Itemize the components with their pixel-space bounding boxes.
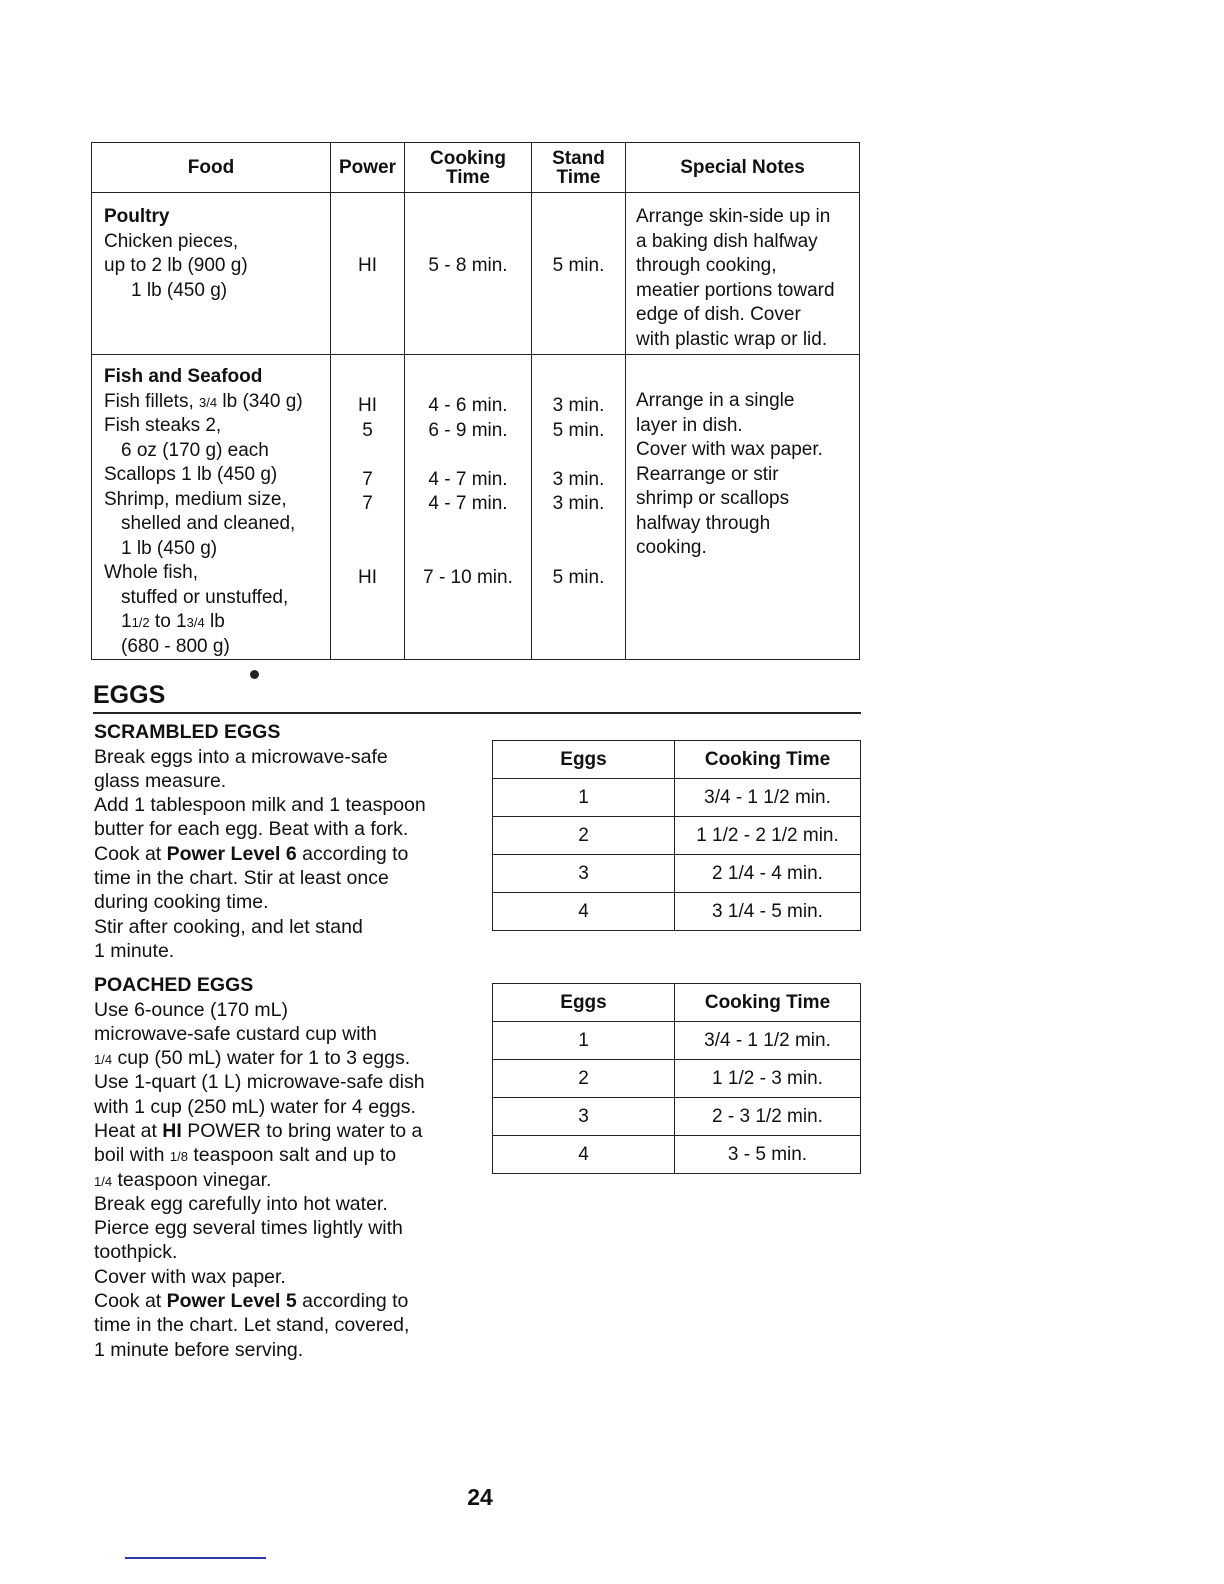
- bullet-mark: [250, 670, 259, 679]
- scrambled-eggs-title: SCRAMBLED EGGS: [94, 721, 281, 743]
- poultry-food-cell: Poultry Chicken pieces, up to 2 lb (900 g) 1 lb (450 g): [92, 193, 331, 355]
- table-header-row: [92, 143, 860, 193]
- fish-title: Fish and Seafood: [104, 366, 263, 387]
- table-row: 3 2 1/4 - 4 min.: [493, 855, 861, 893]
- poultry-title: Poultry: [104, 206, 170, 227]
- eggs-heading: EGGS: [93, 680, 861, 714]
- table-row: 2 1 1/2 - 3 min.: [493, 1060, 861, 1098]
- header-cooking-time: Cooking Time: [405, 143, 532, 193]
- poultry-stand-time: 5 min.: [532, 193, 626, 355]
- table-row: 2 1 1/2 - 2 1/2 min.: [493, 817, 861, 855]
- table-row: 1 3/4 - 1 1/2 min.: [493, 779, 861, 817]
- page-number: 24: [467, 1484, 493, 1510]
- table-header-row: [493, 741, 861, 779]
- fish-food-cell: Fish and Seafood Fish fillets, 3/4 lb (340 g) Fish steaks 2, 6 oz (170 g) each Scallops 1 lb (450 g) Shrimp, medium size, shelled and cleaned, 1 lb (450 g) Whole fish, stuffed or unstuffed, 11/2 to 13/4 lb (680 - 800 g): [92, 355, 331, 660]
- header-stand-time: Stand Time: [532, 143, 626, 193]
- header-power: Power: [331, 143, 405, 193]
- poultry-cook-time: 5 - 8 min.: [405, 193, 532, 355]
- table-header-row: [493, 984, 861, 1022]
- table-row-poultry: [92, 193, 860, 355]
- poached-eggs-title: POACHED EGGS: [94, 974, 254, 996]
- poached-eggs-section: [94, 973, 484, 1362]
- poultry-notes: Arrange skin-side up in a baking dish halfway through cooking, meatier portions toward edge of dish. Cover with plastic wrap or lid.: [626, 193, 860, 355]
- table-row-fish-seafood: [92, 355, 860, 660]
- poached-eggs-instructions: Use 6-ounce (170 mL) microwave-safe custard cup with 1/4 cup (50 mL) water for 1 to 3 eggs. Use 1-quart (1 L) microwave-safe dish with 1 cup (250 mL) water for 4 eggs. Heat at HI POWER to bring water to a boil with 1/8 teaspoon salt and up to 1/4 teaspoon vinegar. Break egg carefully into hot water. Pierce egg several times lightly with toothpick. Cover with wax paper. Cook at Power Level 5 according to time in the chart. Let stand, covered, 1 minute before serving.: [94, 998, 425, 1361]
- header-cooking-time: Cooking Time: [675, 741, 861, 779]
- poultry-power: HI: [331, 193, 405, 355]
- bottom-divider: [125, 1557, 266, 1559]
- fish-notes: Arrange in a single layer in dish. Cover with wax paper. Rearrange or stir shrimp or scallops halfway through cooking.: [626, 355, 860, 660]
- table-row: 4 3 1/4 - 5 min.: [493, 893, 861, 931]
- fish-cook-time-cell: 4 - 6 min. 6 - 9 min. 4 - 7 min. 4 - 7 min. 7 - 10 min.: [405, 355, 532, 660]
- fish-power-cell: HI 5 7 7 HI: [331, 355, 405, 660]
- table-row: 1 3/4 - 1 1/2 min.: [493, 1022, 861, 1060]
- header-eggs: Eggs: [493, 741, 675, 779]
- header-eggs: Eggs: [493, 984, 675, 1022]
- table-row: 3 2 - 3 1/2 min.: [493, 1098, 861, 1136]
- header-special-notes: Special Notes: [626, 143, 860, 193]
- table-row: 4 3 - 5 min.: [493, 1136, 861, 1174]
- header-food: Food: [92, 143, 331, 193]
- cooking-chart-table: [91, 142, 860, 660]
- scrambled-eggs-section: [94, 720, 484, 963]
- scrambled-eggs-instructions: Break eggs into a microwave-safe glass measure. Add 1 tablespoon milk and 1 teaspoon butter for each egg. Beat with a fork. Cook at Power Level 6 according to time in the chart. Stir at least once during cooking time. Stir after cooking, and let stand 1 minute.: [94, 745, 426, 962]
- fish-stand-time-cell: 3 min. 5 min. 3 min. 3 min. 5 min.: [532, 355, 626, 660]
- scrambled-eggs-table: [492, 740, 861, 931]
- poached-eggs-table: [492, 983, 861, 1174]
- header-cooking-time: Cooking Time: [675, 984, 861, 1022]
